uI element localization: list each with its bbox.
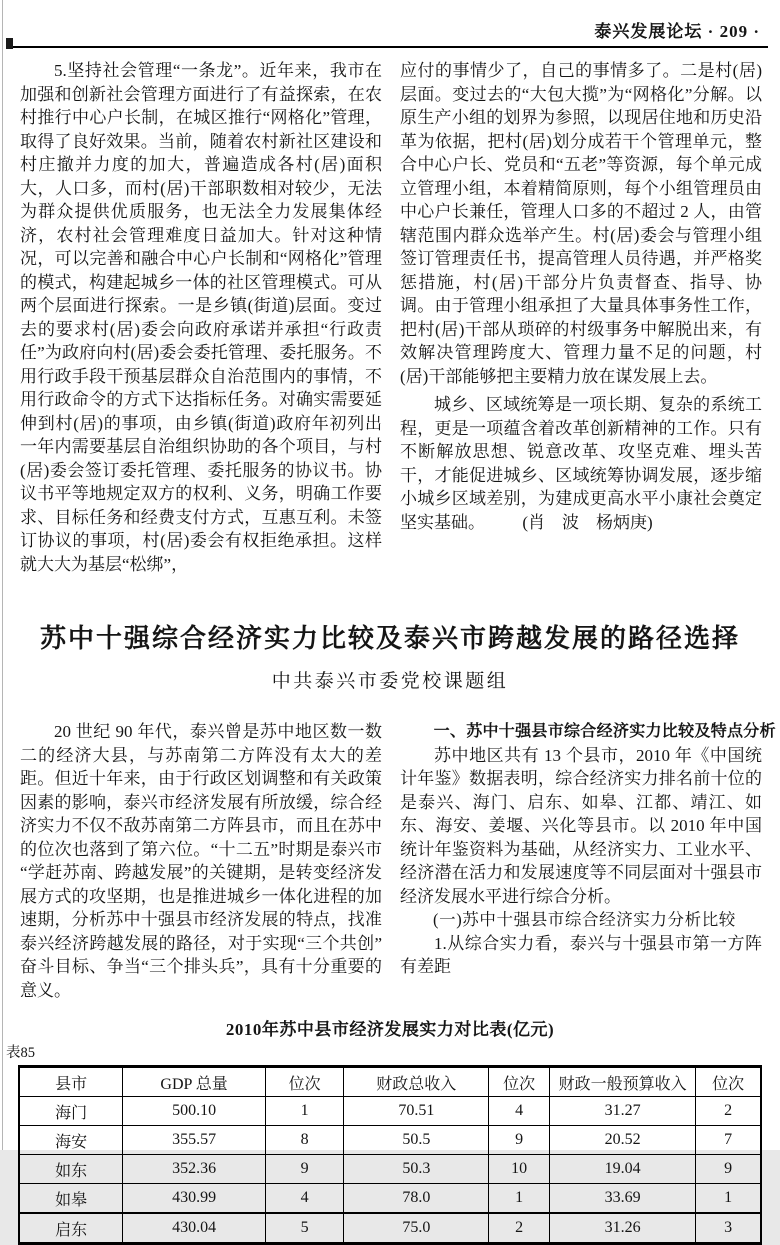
- table-cell: 2: [696, 1097, 761, 1126]
- page-number: · 209 ·: [707, 22, 760, 41]
- table-cell: 352.36: [123, 1155, 265, 1184]
- article1-left-column: [20, 59, 382, 576]
- table-cell: 3: [696, 1213, 761, 1244]
- table-cell: 5: [265, 1213, 344, 1244]
- table-row: [19, 1097, 761, 1126]
- table-cell: 355.57: [123, 1126, 265, 1155]
- table-cell: 500.10: [123, 1097, 265, 1126]
- column-header: 位次: [265, 1067, 344, 1097]
- table-header-row: [19, 1067, 761, 1097]
- table-cell: 78.0: [344, 1184, 489, 1214]
- table-title: 2010年苏中县市经济发展实力对比表(亿元): [225, 1020, 555, 1039]
- table-cell: 70.51: [344, 1097, 489, 1126]
- table-cell: 2: [489, 1213, 550, 1244]
- article2-title: 苏中十强综合经济实力比较及泰兴市跨越发展的路径选择: [39, 624, 740, 653]
- table-cell: 9: [489, 1126, 550, 1155]
- table-cell: 1: [265, 1097, 344, 1126]
- running-head: [0, 0, 780, 41]
- article2-left-column: [20, 720, 382, 1002]
- scan-edge-line: [2, 0, 3, 1150]
- table-cell: 33.69: [550, 1184, 696, 1214]
- table-body: [19, 1097, 761, 1244]
- table-cell: 1: [696, 1184, 761, 1214]
- table-cell: 430.04: [123, 1213, 265, 1244]
- subsection-heading: (一)苏中十强县市综合经济实力分析比较: [433, 910, 736, 929]
- section-heading: 一、苏中十强县市综合经济实力比较及特点分析: [433, 723, 776, 740]
- author-attribution: (肖 波 杨炳庚): [522, 512, 653, 532]
- table-cell: 50.3: [344, 1155, 489, 1184]
- article2-author: 中共泰兴市委党校课题组: [271, 671, 509, 692]
- column-header: GDP 总量: [123, 1067, 265, 1097]
- journal-name: 泰兴发展论坛: [594, 22, 703, 41]
- table-cell: 如东: [19, 1155, 123, 1184]
- table-cell: 9: [265, 1155, 344, 1184]
- scan-artifact-mark: [6, 38, 13, 49]
- table-cell: 海安: [19, 1126, 123, 1155]
- table-cell: 8: [265, 1126, 344, 1155]
- table-cell: 31.27: [550, 1097, 696, 1126]
- closing-text: 城乡、区域统筹是一项长期、复杂的系统工程，更是一项蕴含着改革创新精神的工作。只有不断解放思想、锐意改革、攻坚克难、埋头苦干，才能促进城乡、区域统筹协调发展，逐步缩小城乡区域差别，为建成更高水平小康社会奠定坚实基础。: [400, 395, 762, 532]
- table-cell: 7: [696, 1126, 761, 1155]
- header-rule: [10, 46, 768, 48]
- table-cell: 75.0: [344, 1213, 489, 1244]
- table-cell: 启东: [19, 1213, 123, 1244]
- table-cell: 31.26: [550, 1213, 696, 1244]
- article2-intro-paragraph: 20 世纪 90 年代，泰兴曾是苏中地区数一数二的经济大县，与苏南第二方阵没有太大的差距。但近十年来，由于行政区划调整和有关政策因素的影响，泰兴市经济发展有所放缓，综合经济实力不仅不敌苏南第二方阵县市，而且在苏中的位次也落到了第六位。“十二五”时期是泰兴市“学赶苏南、跨越发展”的关键期，是转变经济发展方式的攻坚期，也是推进城乡一体化进程的加速期，分析苏中十强县市经济发展的特点，找准泰兴经济跨越发展的路径，对于实现“三个共创”奋斗目标、争当“三个排头兵”，具有十分重要的意义。: [20, 722, 382, 1000]
- section-paragraph: 苏中地区共有 13 个县市，2010 年《中国统计年鉴》数据表明，综合经济实力排名前十位的是泰兴、海门、启东、如皋、江都、靖江、如东、海安、姜堰、兴化等县市。以 2010 年中国统计年鉴资料为基础，从经济实力、工业水平、经济潜在活力和发展速度等不同层面对十强县市经济发展水平进行综合分析。: [400, 745, 762, 906]
- table-cell: 4: [265, 1184, 344, 1214]
- table-row: [19, 1213, 761, 1244]
- article1-columns: [0, 59, 780, 576]
- table-cell: 9: [696, 1155, 761, 1184]
- column-header: 财政总收入: [344, 1067, 489, 1097]
- article1-closing-paragraph: [400, 393, 762, 534]
- article1-continuation-paragraph: 应付的事情少了，自己的事情多了。二是村(居)层面。变过去的“大包大揽”为“网格化”分解。以原生产小组的划界为参照，以现居住地和历史沿革为依据，把村(居)划分成若干个管理单元，整合中心户长、党员和“五老”等资源，每个单元成立管理小组，本着精简原则，每个小组管理员由中心户长兼任，管理人口多的不超过 2 人，由管辖范围内群众选举产生。村(居)委会与管理小组签订管理责任书，提高管理人员待遇，并严格奖惩措施，村(居)干部分片负责督查、指导、协调。由于管理小组承担了大量具体事务性工作，把村(居)干部从琐碎的村级事务中解脱出来，有效解决管理跨度大、管理力量不足的问题，村(居)干部能够把主要精力放在谋发展上去。: [400, 61, 762, 386]
- column-header: 财政一般预算收入: [550, 1067, 696, 1097]
- comparison-table: [18, 1065, 762, 1245]
- table-cell: 如皋: [19, 1184, 123, 1214]
- column-header: 位次: [696, 1067, 761, 1097]
- table-cell: 10: [489, 1155, 550, 1184]
- point-paragraph: 1.从综合实力看，泰兴与十强县市第一方阵有差距: [400, 933, 762, 976]
- table-row: [19, 1155, 761, 1184]
- table-cell: 20.52: [550, 1126, 696, 1155]
- table-cell: 430.99: [123, 1184, 265, 1214]
- table-cell: 海门: [19, 1097, 123, 1126]
- table-cell: 50.5: [344, 1126, 489, 1155]
- article2-right-column: [400, 720, 776, 1002]
- table-cell: 19.04: [550, 1155, 696, 1184]
- article1-paragraph: 5.坚持社会管理“一条龙”。近年来，我市在加强和创新社会管理方面进行了有益探索，在农村推行中心户长制，在城区推行“网格化”管理，取得了良好效果。当前，随着农村新社区建设和村庄撤并力度的加大，普遍造成各村(居)面积大，人口多，而村(居)干部职数相对较少，无法为群众提供优质服务，也无法全力发展集体经济，农村社会管理难度日益加大。针对这种情况，可以完善和融合中心户长制和“网格化”管理的模式，构建起城乡一体的社区管理模式。可从两个层面进行探索。一是乡镇(街道)层面。变过去的要求村(居)委会向政府承诺并承担“行政责任”为政府向村(居)委会委托管理、委托服务。不用行政手段干预基层群众自治范围内的事情，不用行政命令的方式下达指标任务。对确实需要延伸到村(居)的事项，由乡镇(街道)政府年初列出一年内需要基层自治组织协助的各个项目，与村(居)委会签订委托管理、委托服务的协议书。协议书平等地规定双方的权利、义务，明确工作要求、目标任务和经费支付方式，互惠互利。未签订协议的事项，村(居)委会有权拒绝承担。这样就大大为基层“松绑”，: [20, 61, 382, 574]
- table-row: [19, 1126, 761, 1155]
- table-cell: 4: [489, 1097, 550, 1126]
- article1-right-column: [400, 59, 762, 576]
- column-header: 位次: [489, 1067, 550, 1097]
- table-cell: 1: [489, 1184, 550, 1214]
- column-header: 县市: [19, 1067, 123, 1097]
- table-row: [19, 1184, 761, 1214]
- table-number-label: 表85: [6, 1045, 35, 1061]
- article2-columns: [0, 720, 780, 1002]
